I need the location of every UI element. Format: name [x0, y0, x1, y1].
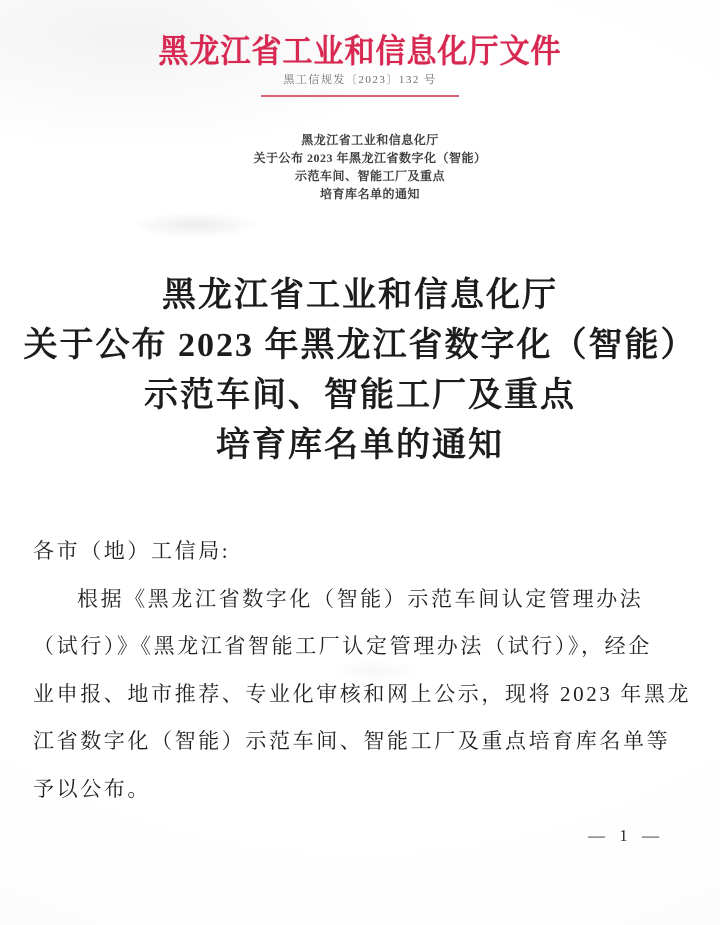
document-header-title: 黑龙江省工业和信息化厅文件 [158, 33, 562, 70]
summary-line: 黑龙江省工业和信息化厅 [301, 133, 439, 147]
summary-title-block [0, 131, 720, 203]
main-title-line: 示范车间、智能工厂及重点 [144, 377, 576, 414]
salutation-line: 各市（地）工信局: [33, 539, 231, 563]
paragraph-line: 根据《黑龙江省数字化（智能）示范车间认定管理办法 [77, 586, 644, 611]
paragraph-line: 予以公布。 [33, 776, 151, 801]
page-number: — 1 — [588, 826, 664, 845]
summary-line: 示范车间、智能工厂及重点 [294, 169, 445, 183]
document-body [33, 528, 691, 813]
main-title-line: 关于公布 2023 年黑龙江省数字化（智能） [23, 327, 697, 364]
paragraph-line: （试行）》《黑龙江省智能工厂认定管理办法（试行）》，经企 [33, 634, 652, 658]
paragraph-line: 江省数字化（智能）示范车间、智能工厂及重点培育库名单等 [33, 729, 671, 753]
header-divider-rule [261, 95, 459, 97]
main-title-line: 培育库名单的通知 [216, 427, 504, 464]
paragraph-line: 业申报、地市推荐、专业化审核和网上公示，现将 2023 年黑龙 [33, 681, 692, 706]
main-title [0, 271, 720, 471]
document-number: 黑工信规发〔2023〕132 号 [283, 74, 437, 86]
main-title-line: 黑龙江省工业和信息化厅 [162, 277, 558, 314]
summary-line: 关于公布 2023 年黑龙江省数字化（智能） [253, 151, 487, 165]
summary-line: 培育库名单的通知 [319, 187, 420, 201]
scan-smudge [130, 212, 260, 238]
